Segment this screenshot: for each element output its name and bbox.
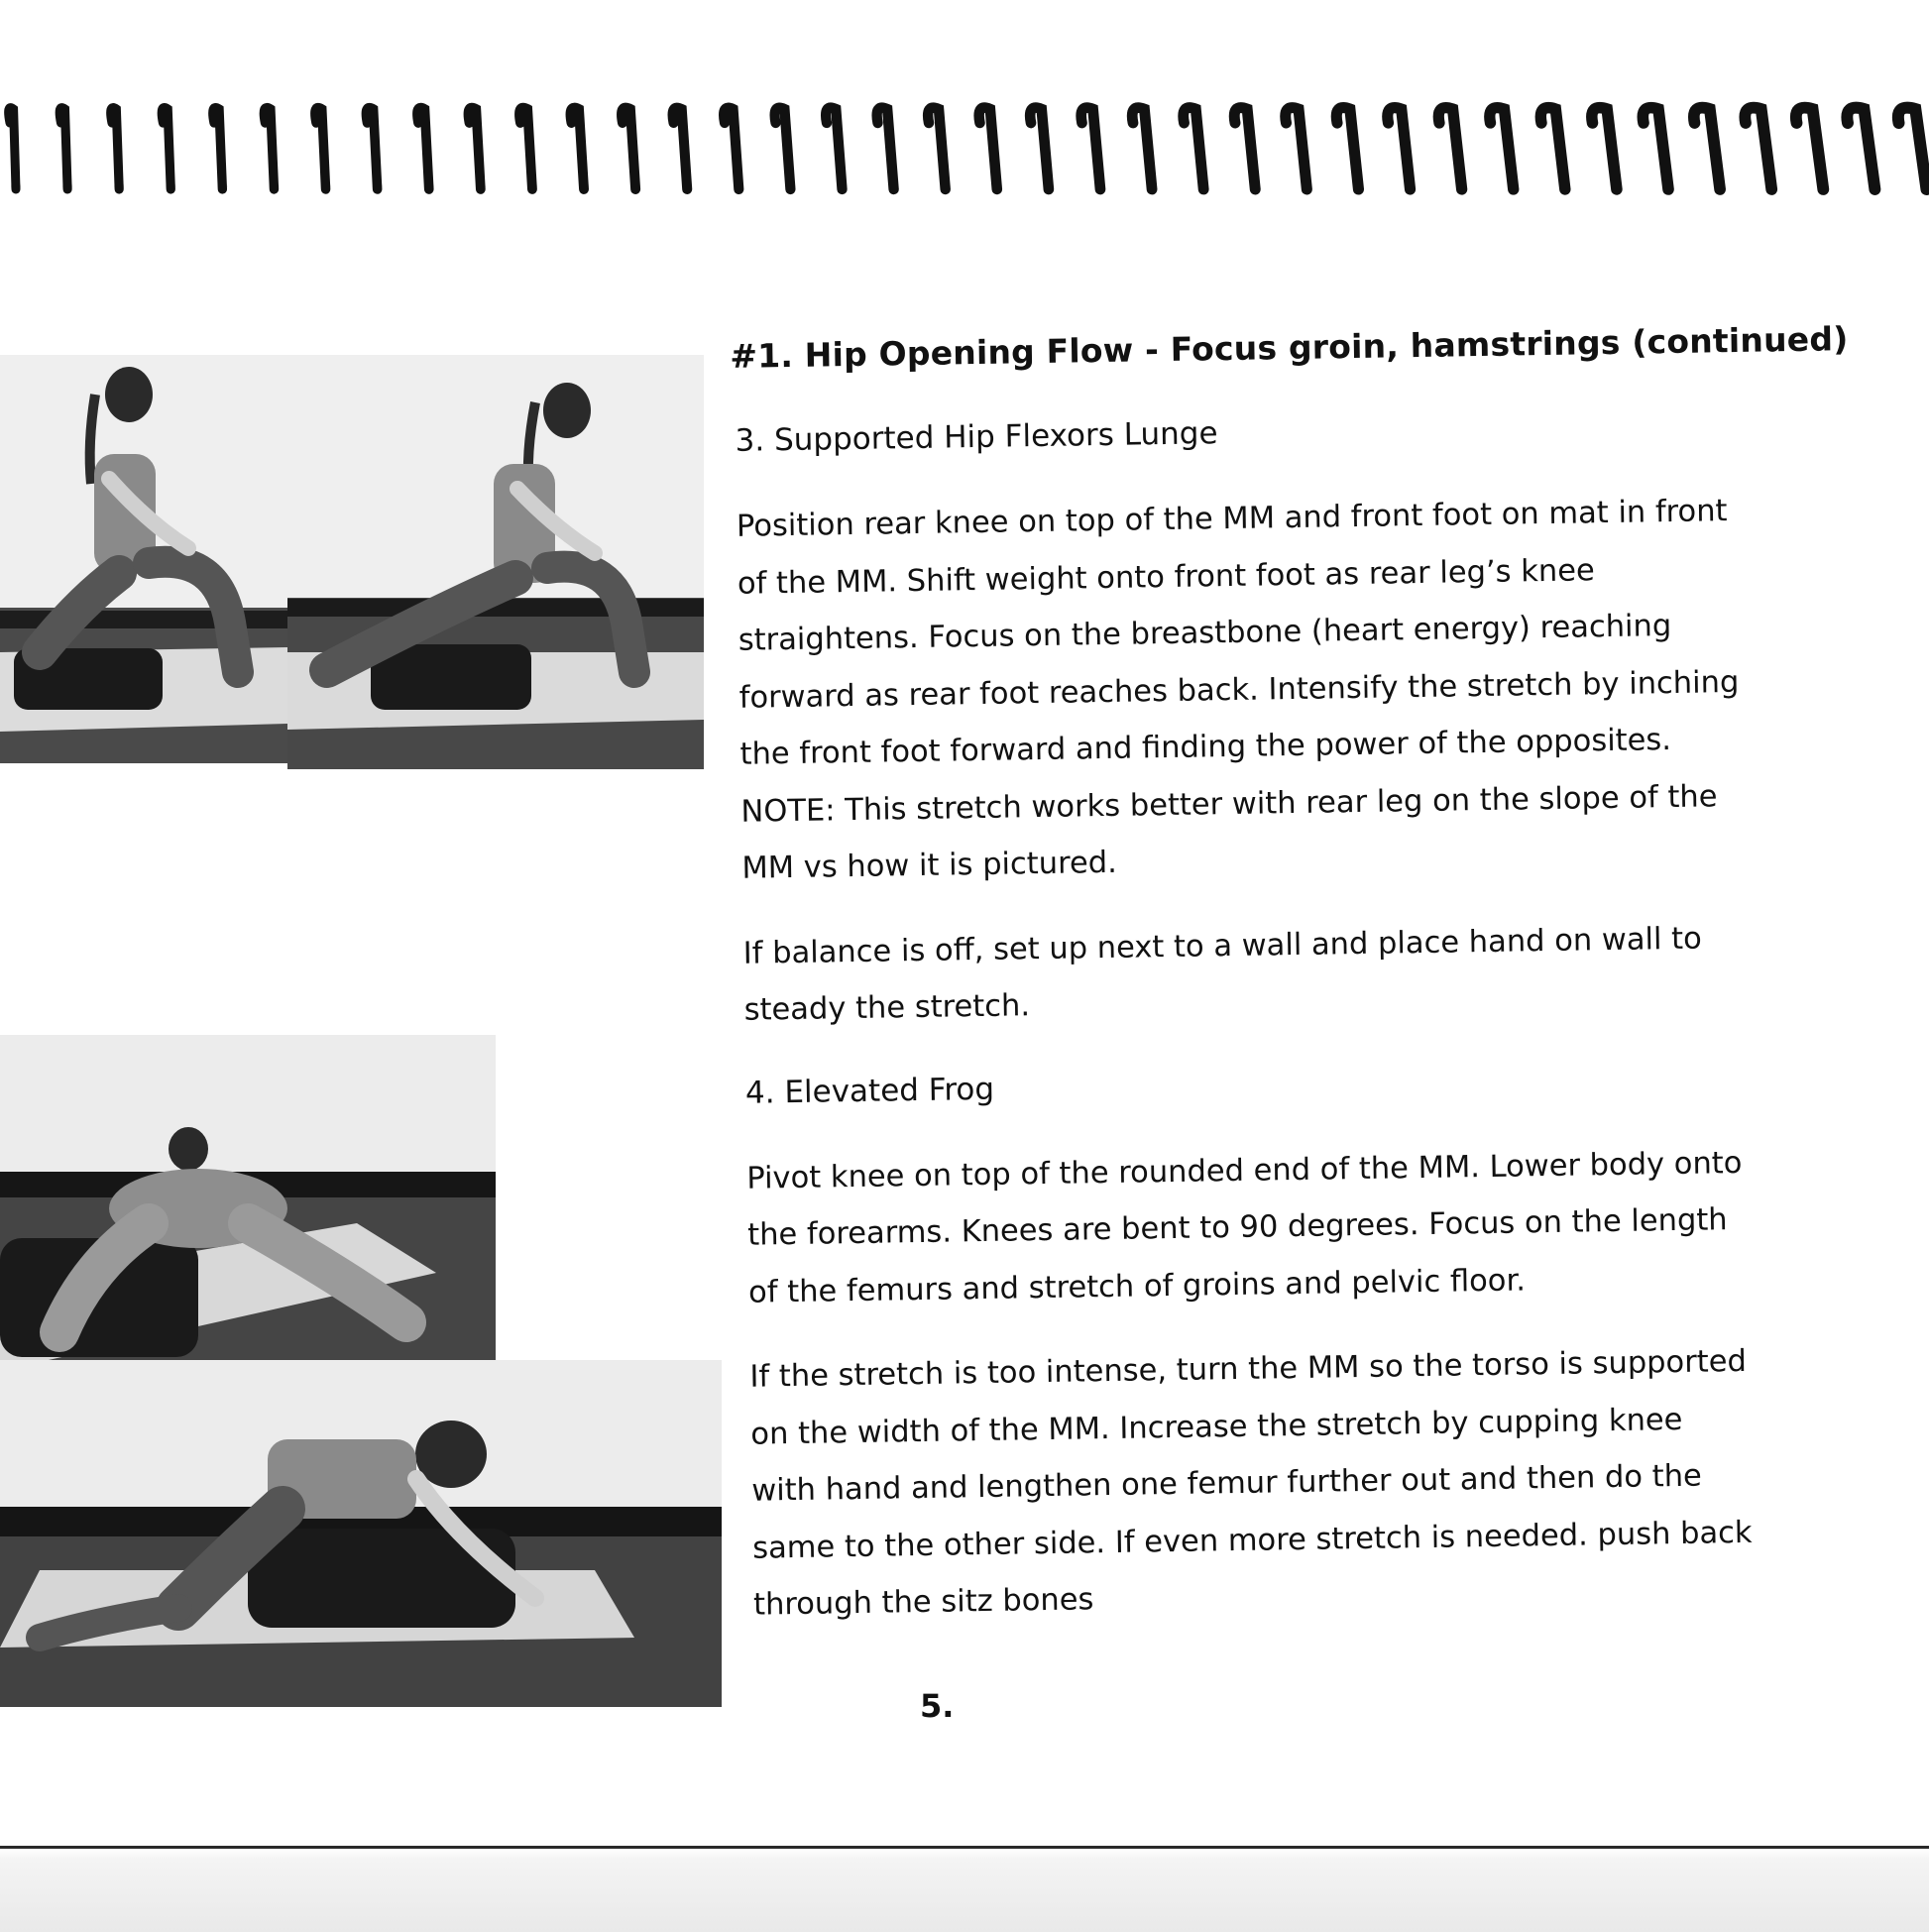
spiral-coil	[622, 108, 635, 189]
spiral-coil	[1388, 108, 1411, 189]
spiral-coil	[1540, 108, 1565, 189]
spiral-coil	[1081, 108, 1100, 189]
page-heading: #1. Hip Opening Flow - Focus groin, hamstrings (continued)	[730, 321, 1745, 376]
spiral-coil	[1184, 108, 1203, 189]
spiral-coil	[162, 108, 170, 189]
spiral-coil	[9, 108, 16, 189]
spiral-coil	[468, 108, 480, 189]
spiral-coil	[928, 108, 946, 189]
spiral-coil	[1745, 108, 1771, 189]
spiral-coil	[826, 108, 842, 189]
spiral-binding	[0, 95, 1929, 214]
spiral-coil	[264, 108, 274, 189]
frog-photo-1	[0, 1035, 496, 1362]
spiral-coil	[724, 108, 738, 189]
page-number: 5.	[920, 1687, 954, 1725]
spiral-coil	[519, 108, 532, 189]
instruction-text-block	[724, 321, 1765, 1662]
page-bottom-edge	[0, 1846, 1929, 1932]
spiral-coil	[213, 108, 223, 189]
spiral-coil	[1694, 108, 1720, 189]
spiral-coil	[1796, 108, 1823, 189]
spiral-coil	[1643, 108, 1668, 189]
section-title-elevated-frog: 4. Elevated Frog	[745, 1059, 1757, 1110]
frog-instructions-paragraph: Pivot knee on top of the rounded end of the MM. Lower body onto the forearms. Knees are bent to 90 degrees. Focus on the length of the femurs and stretch of groins and pelvic floor.	[746, 1134, 1751, 1320]
spiral-coil	[570, 108, 584, 189]
spiral-coil	[111, 108, 119, 189]
spiral-coil	[877, 108, 894, 189]
spiral-coil	[1132, 108, 1152, 189]
spiral-coil	[1438, 108, 1461, 189]
spiral-coil	[979, 108, 997, 189]
spiral-coil	[1336, 108, 1358, 189]
spiral-coil	[1592, 108, 1617, 189]
spiral-coil	[315, 108, 326, 189]
section-title-supported-hip-flexors-lunge: 3. Supported Hip Flexors Lunge	[735, 407, 1746, 459]
spiral-coil	[673, 108, 688, 189]
spiral-coil	[1898, 108, 1927, 189]
lunge-balance-tip-paragraph: If balance is off, set up next to a wall and place hand on wall to steady the stretch.	[742, 909, 1746, 1039]
lunge-instructions-paragraph: Position rear knee on top of the MM and front foot on mat in front of the MM. Shift weight onto front foot as rear leg’s knee straightens. Focus on the breastbone (heart energy) reaching forward as rear foot reaches back. Intensify the stretch by inching the front foot forward and finding the power of the opposites. NOTE: This stretch works better with rear leg on the slope of the MM vs how it is pictured.	[737, 483, 1744, 897]
spiral-coil	[1490, 108, 1514, 189]
spiral-coil	[1030, 108, 1049, 189]
frog-photo-2	[0, 1360, 722, 1707]
spiral-coil	[1847, 108, 1874, 189]
spiral-coil	[417, 108, 429, 189]
lunge-photo-2	[287, 355, 704, 769]
spiral-coil	[1234, 108, 1255, 189]
spiral-coil	[775, 108, 791, 189]
spiral-coil	[1286, 108, 1307, 189]
lunge-photo-1	[0, 355, 287, 763]
frog-intensity-tip-paragraph: If the stretch is too intense, turn the MM so the torso is supported on the width of the MM. Increase the stretch by cupping knee with hand and lengthen one femur further out and then do the same to the other side. If even more stretch is needed. push back through the sitz bones	[749, 1333, 1755, 1634]
spiral-coil	[366, 108, 377, 189]
spiral-coil	[59, 108, 67, 189]
